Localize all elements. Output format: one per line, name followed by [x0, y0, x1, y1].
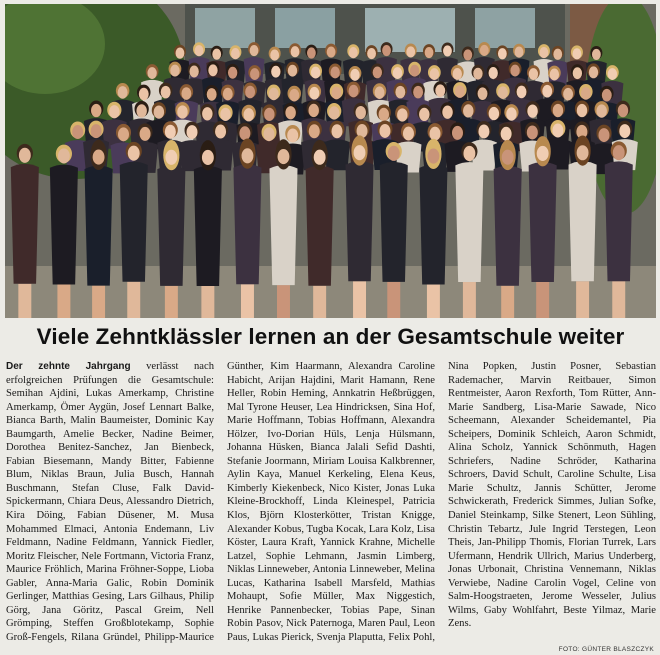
- window-2: [275, 8, 335, 48]
- article-paragraph: [6, 360, 656, 644]
- article-body: [6, 360, 656, 653]
- photo-credit: FOTO: GÜNTER BLASZCZYK: [555, 646, 654, 653]
- article-headline: Viele Zehntklässler lernen an der Gesamtschule weiter: [36, 324, 625, 349]
- article-text: verlässt nach erfolgreichen Prüfungen die Gesamtschule: Semihan Ajdini, Lukas Amerkamp, Christine Amerkamp, Ömer Aygün, Josef Lennart Balke, Bianca Barth, Malin Baumeister, Dominic Kay Baumgarth, Amelie Becker, Nadine Beimer, Dorothea Benitez-Sanchez, Jan Bienbeck, Fabian Biesemann, Mandy Bitter, Fabienne Blum, Niklas Braun, Julia Busch, Hannah Buschmann, Stefan Cluse, Falk David-Spickermann, Chiara Deus, Alessandro Dietrich, Kira Döing, Fabian Düsener, M. Musa Mohammed Elmaci, Antonia Endemann, Liv Feldmann, Nadine Feldmann, Yannick Fiedler, Moritz Fleischer, Nele Fortmann, Victoria Franz, Maurice Fröhlich, Marina Fröhner-Soppe, Lioba Gabler, Anna-Maria Galic, Robin Dominik Gerlinger, Matthias Gesing, Lars Gilhaus, Philip Görg, Jana Göritz, Pascal Greim, Nell Grömping, Steffen Großblotekamp, Sophie Groß-Fengels, Rilana Gründel, Philipp-Maurice Günther, Kim Haarmann, Alexandra Caroline Habicht, Arijan Hajdini, Marit Hamann, Rene Heller, Robin Heming, Annkatrin Heßbrüggen, Mal Tyrone Heuser, Lea Hindricksen, Sina Hof, Marie Hoffmann, Tobias Hoffmann, Alexandra Hölzer, Ivo-Dorian Hüls, Lenja Hülsmann, Johanna Hüsken, Bianca Jalali Sefid Dashti, Stefanie Joormann, Miriam Louisa Kalkbrenner, Aylin Kaya, Manuel Kerkeling, Elena Keus, Kimberly Kiekenbeck, Nico Kister, Jonas Luka Kleine-Brockhoff, Linda Kleinespel, Patricia Klos, Björn Klosterkötter, Tristan Knigge, Alexander Kobus, Tugba Kocak, Lara Kolz, Lisa Köster, Laura Kraft, Yannick Krahne, Michelle Latzel, Sophie Lehmann, Jasmin Limberg, Niklas Linneweber, Antonia Linneweber, Melina Lucas, Katharina Isabell Marsfeld, Mathias Mohaupt, Sofie Müller, Max Niggestich, Henrike Pannenbecker, Tobias Pape, Sinan Robin Pasov, Nick Paternoga, Maren Paul, Leon Paus, Lukas Pierick, Svenja Plaputta, Felix Pohl, Nina Popken, Justin Posner, Sebastian Rademacher, Marvin Reitbauer, Simon Rentmeister, Aaron Rexforth, Tom Rütter, Ann-Marie Sandberg, Lisa-Marie Sawade, Nico Scheemann, Alexander Scheidemantel, Pia Scheipers, Dominik Schleich, Aaron Schmidt, Alina Scholz, Yannick Schönmuth, Hagen Schriefers, Nadine Schröder, Katharina Schroers, David Schult, Caroline Schulte, Lisa Marie Schultz, Jannis Schütter, Jerome Schwickerath, Frederick Simmes, Julian Sofke, Daniel Steinkamp, Silke Stenert, Leon Sühling, Christin Tebartz, Jule Ingrid Terstegen, Leon Theis, Jan-Philipp Thomis, Florian Turrek, Lars Ufermann, Hendrik Ullrich, Marius Underberg, Jonas Urbonait, Christina Vennemann, Niklas Verwiebe, Nadine Carolin Vogel, Celine von Salm-Hoogstraeten, Jerome Wesseler, Julius Wilms, Gaby Wohlfahrt, Beste Yilmaz, Marie Zens.: [6, 361, 656, 643]
- class-group-photo: [5, 4, 656, 318]
- window-4: [475, 8, 535, 48]
- group-photo-illustration: [5, 4, 656, 318]
- article-lead: Der zehnte Jahrgang: [6, 361, 131, 372]
- window-1: [195, 8, 255, 48]
